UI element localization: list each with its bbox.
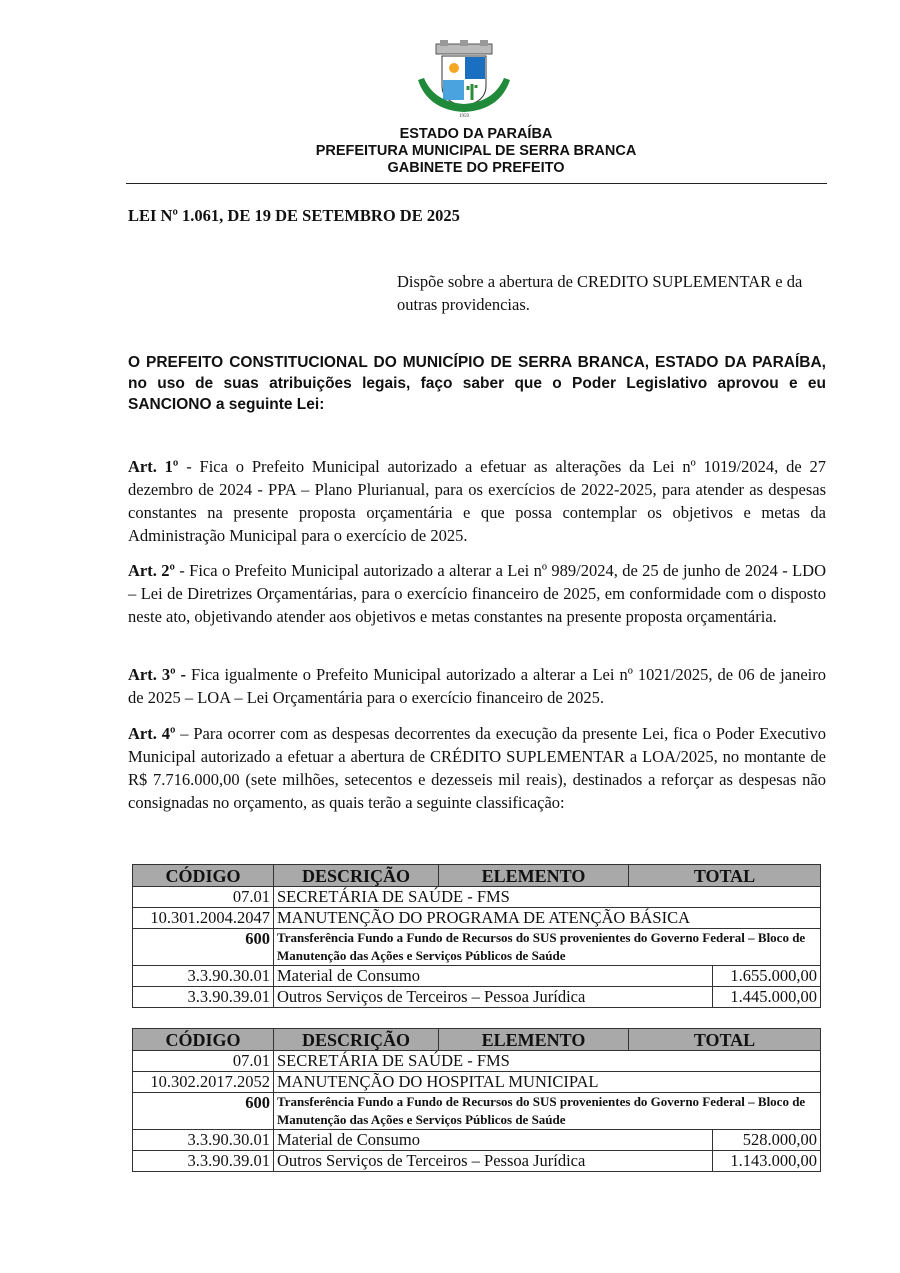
article-1 xyxy=(128,455,826,547)
item-desc: Material de Consumo xyxy=(274,1130,713,1151)
item-desc: Outros Serviços de Terceiros – Pessoa Jurídica xyxy=(274,987,713,1008)
item-code: 3.3.90.39.01 xyxy=(133,1151,274,1172)
law-title: LEI Nº 1.061, DE 19 DE SETEMBRO DE 2025 xyxy=(128,206,460,225)
article-label: Art. 1º xyxy=(128,457,179,476)
table-row xyxy=(133,987,821,1008)
budget-table-1 xyxy=(132,864,821,1008)
header-codigo: CÓDIGO xyxy=(133,865,274,887)
preamble: O PREFEITO CONSTITUCIONAL DO MUNICÍPIO DE SERRA BRANCA, ESTADO DA PARAÍBA, no uso de suas atribuições legais, faço saber que o Poder Legislativo aprovou e eu SANCIONO a seguinte Lei: xyxy=(128,354,826,413)
header-total: TOTAL xyxy=(629,865,821,887)
action-code: 10.301.2004.2047 xyxy=(133,908,274,929)
item-total: 528.000,00 xyxy=(713,1130,821,1151)
item-code: 3.3.90.39.01 xyxy=(133,987,274,1008)
header-descricao: DESCRIÇÃO xyxy=(274,1029,439,1051)
item-desc: Material de Consumo xyxy=(274,966,713,987)
source-name: Transferência Fundo a Fundo de Recursos do SUS provenientes do Governo Federal – Bloco de Manutenção das Ações e Serviços Públicos de Saúde xyxy=(274,929,821,966)
table-header-row xyxy=(133,865,821,887)
article-text: - Fica o Prefeito Municipal autorizado a efetuar as alterações da Lei nº 1019/2024, de 27 dezembro de 2024 - PPA – Plano Plurianual, para os exercícios de 2022-2025, para atender as despesas constantes na presente proposta orçamentária e que possa contemplar os objetivos e metas da Administração Municipal para o exercício de 2025. xyxy=(128,457,826,545)
city-hall-name: PREFEITURA MUNICIPAL DE SERRA BRANCA xyxy=(315,143,637,159)
article-label: Art. 3º - xyxy=(128,665,187,684)
article-4 xyxy=(128,722,826,814)
table-row xyxy=(133,1130,821,1151)
article-label: Art. 4º xyxy=(128,724,176,743)
state-name: ESTADO DA PARAÍBA xyxy=(399,126,553,142)
header-codigo: CÓDIGO xyxy=(133,1029,274,1051)
article-text: Fica igualmente o Prefeito Municipal autorizado a alterar a Lei nº 1021/2025, de 06 de janeiro de 2025 – LOA – Lei Orçamentária para o exercício financeiro de 2025. xyxy=(128,665,826,707)
org-name: SECRETÁRIA DE SAÚDE - FMS xyxy=(274,1051,821,1072)
table-row xyxy=(133,887,821,908)
item-desc: Outros Serviços de Terceiros – Pessoa Jurídica xyxy=(274,1151,713,1172)
budget-table-2 xyxy=(132,1028,821,1172)
table-row xyxy=(133,966,821,987)
source-code: 600 xyxy=(133,929,274,966)
article-label: Art. 2º xyxy=(128,561,175,580)
table-header-row xyxy=(133,1029,821,1051)
table-row xyxy=(133,1072,821,1093)
org-code: 07.01 xyxy=(133,887,274,908)
header-divider xyxy=(126,183,827,184)
table-row xyxy=(133,1151,821,1172)
svg-text:1959: 1959 xyxy=(459,114,469,118)
article-text: - Fica o Prefeito Municipal autorizado a alterar a Lei nº 989/2024, de 25 de junho de 2024 - LDO – Lei de Diretrizes Orçamentárias, para o exercício financeiro de 2025, em conformidade com o disposto neste ato, objetivando atender aos objetivos e metas constantes na presente proposta orçamentária. xyxy=(128,561,826,626)
article-text: – Para ocorrer com as despesas decorrentes da execução da presente Lei, fica o Poder Executivo Municipal autorizado a efetuar a abertura de CRÉDITO SUPLEMENTAR a LOA/2025, no montante de R$ 7.716.000,00 (sete milhões, setecentos e dezesseis mil reais), destinados a reforçar as despesas não consignadas no orçamento, as quais terão a seguinte classificação: xyxy=(128,724,826,812)
table-row xyxy=(133,929,821,966)
action-name: MANUTENÇÃO DO HOSPITAL MUNICIPAL xyxy=(274,1072,821,1093)
article-3 xyxy=(128,663,826,709)
municipal-coat-of-arms-logo xyxy=(414,40,514,118)
org-code: 07.01 xyxy=(133,1051,274,1072)
action-name: MANUTENÇÃO DO PROGRAMA DE ATENÇÃO BÁSICA xyxy=(274,908,821,929)
table-row xyxy=(133,1051,821,1072)
item-code: 3.3.90.30.01 xyxy=(133,966,274,987)
office-name: GABINETE DO PREFEITO xyxy=(387,160,565,176)
article-2 xyxy=(128,559,826,628)
header-elemento: ELEMENTO xyxy=(439,865,629,887)
header-total: TOTAL xyxy=(629,1029,821,1051)
table-row xyxy=(133,908,821,929)
header-descricao: DESCRIÇÃO xyxy=(274,865,439,887)
item-total: 1.445.000,00 xyxy=(713,987,821,1008)
source-name: Transferência Fundo a Fundo de Recursos do SUS provenientes do Governo Federal – Bloco de Manutenção das Ações e Serviços Públicos de Saúde xyxy=(274,1093,821,1130)
item-total: 1.655.000,00 xyxy=(713,966,821,987)
header-elemento: ELEMENTO xyxy=(439,1029,629,1051)
action-code: 10.302.2017.2052 xyxy=(133,1072,274,1093)
source-code: 600 xyxy=(133,1093,274,1130)
item-code: 3.3.90.30.01 xyxy=(133,1130,274,1151)
org-name: SECRETÁRIA DE SAÚDE - FMS xyxy=(274,887,821,908)
item-total: 1.143.000,00 xyxy=(713,1151,821,1172)
law-summary: Dispõe sobre a abertura de CREDITO SUPLEMENTAR e da outras providencias. xyxy=(397,272,803,314)
table-row xyxy=(133,1093,821,1130)
letterhead xyxy=(126,126,826,177)
